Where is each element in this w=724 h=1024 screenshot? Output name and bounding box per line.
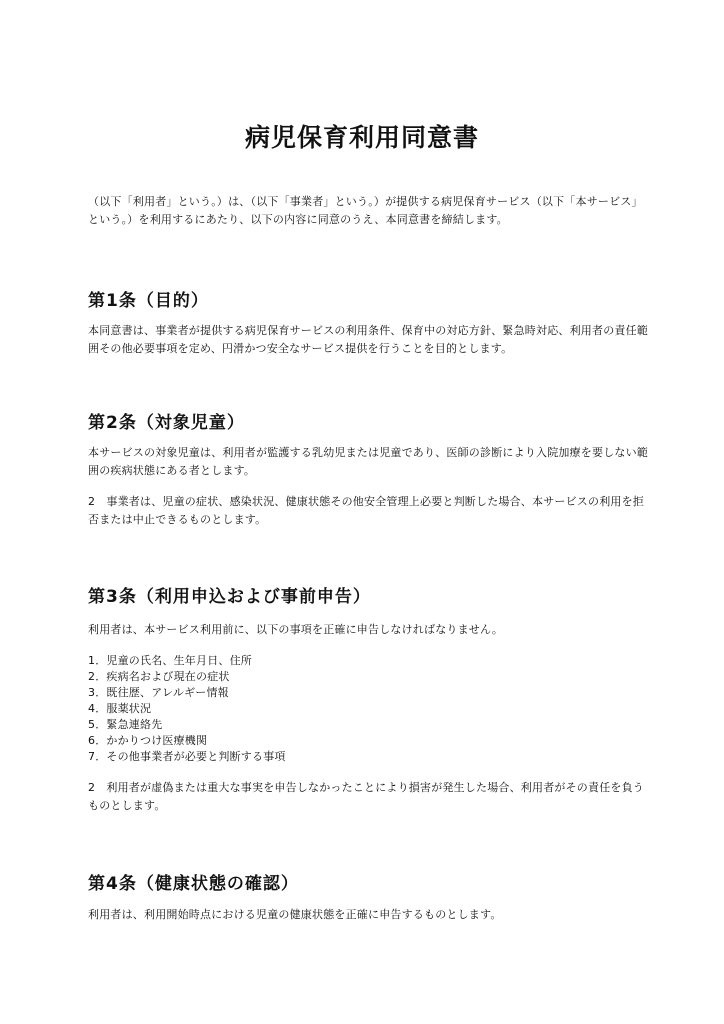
list-item: 7．その他事業者が必要と判断する事項 xyxy=(88,750,286,763)
list-item: 3．既往歴、アレルギー情報 xyxy=(88,686,229,699)
article-2-paragraph-1: 本サービスの対象児童は、利用者が監護する乳幼児または児童であり、医師の診断により入院加療を要しない範囲の疾病状態にある者とします。 xyxy=(88,446,648,477)
article-3-item-list xyxy=(88,653,648,765)
document-title: 病児保育利用同意書 xyxy=(244,123,479,152)
list-item: 2．疾病名および現在の症状 xyxy=(88,670,230,683)
list-item: 5．緊急連絡先 xyxy=(88,718,163,731)
article-4-heading: 第4条（健康状態の確認） xyxy=(88,874,299,894)
list-item: 1．児童の氏名、生年月日、住所 xyxy=(88,654,252,667)
article-1-paragraph: 本同意書は、事業者が提供する病児保育サービスの利用条件、保育中の対応方針、緊急時対応、利用者の責任範囲その他必要事項を定め、円滑かつ安全なサービス提供を行うことを目的とします。 xyxy=(88,324,648,355)
article-2-paragraph-2: 2 事業者は、児童の症状、感染状況、健康状態その他安全管理上必要と判断した場合、本サービスの利用を拒否または中止できるものとします。 xyxy=(88,495,644,526)
article-1-heading: 第1条（目的） xyxy=(88,291,209,311)
article-4-paragraph: 利用者は、利用開始時点における児童の健康状態を正確に申告するものとします。 xyxy=(88,908,502,921)
article-3-heading: 第3条（利用申込および事前申告） xyxy=(88,587,371,607)
article-3-paragraph-1: 利用者は、本サービス利用前に、以下の事項を正確に申告しなければなりません。 xyxy=(88,623,504,636)
list-item: 4．服薬状況 xyxy=(88,702,152,715)
article-2-heading: 第2条（対象児童） xyxy=(88,413,245,433)
article-3-paragraph-2: 2 利用者が虚偽または重大な事実を申告しなかったことにより損害が発生した場合、利用者がその責任を負うものとします。 xyxy=(88,781,644,812)
intro-paragraph: （以下「利用者」という。）は、（以下「事業者」という。）が提供する病児保育サービス（以下「本サービス」という。）を利用するにあたり、以下の内容に同意のうえ、本同意書を締結します。 xyxy=(88,195,643,226)
list-item: 6．かかりつけ医療機関 xyxy=(88,734,208,747)
